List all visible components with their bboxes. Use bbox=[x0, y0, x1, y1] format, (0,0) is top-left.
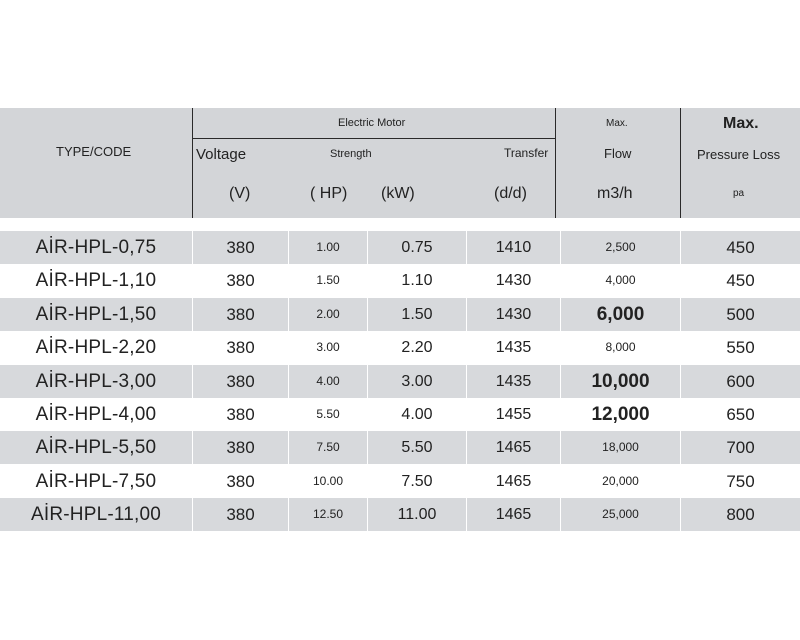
unit-kw: (kW) bbox=[381, 185, 415, 202]
cell-hp: 7.50 bbox=[316, 440, 340, 454]
cell-pressure-loss: 650 bbox=[726, 405, 755, 424]
cell-flow: 18,000 bbox=[602, 440, 639, 454]
cell-hp: 1.00 bbox=[316, 240, 340, 254]
cell-pressure-loss: 800 bbox=[726, 505, 755, 524]
cell-voltage: 380 bbox=[226, 438, 255, 457]
cell-pressure-loss: 750 bbox=[726, 472, 755, 491]
cell-type-code: AİR-HPL-2,20 bbox=[35, 337, 157, 358]
cell-transfer: 1430 bbox=[495, 272, 532, 289]
table-row bbox=[0, 398, 800, 431]
cell-hp: 3.00 bbox=[316, 340, 340, 354]
cell-flow: 2,500 bbox=[605, 240, 636, 254]
cell-type-code: AİR-HPL-3,00 bbox=[35, 371, 157, 392]
unit-transfer: (d/d) bbox=[494, 185, 527, 202]
cell-kw: 1.10 bbox=[401, 272, 433, 289]
table-row bbox=[0, 298, 800, 331]
header-pressure-max: Max. bbox=[723, 115, 759, 132]
header-divider bbox=[555, 108, 556, 218]
cell-type-code: AİR-HPL-7,50 bbox=[35, 471, 157, 492]
table-row bbox=[0, 264, 800, 297]
cell-type-code: AİR-HPL-11,00 bbox=[30, 504, 162, 525]
header-flow: Flow bbox=[604, 146, 632, 161]
cell-pressure-loss: 500 bbox=[726, 305, 755, 324]
header-electric-motor: Electric Motor bbox=[338, 117, 406, 129]
cell-kw: 7.50 bbox=[401, 473, 433, 490]
header-divider bbox=[192, 138, 555, 139]
cell-type-code: AİR-HPL-5,50 bbox=[35, 437, 157, 458]
table-row bbox=[0, 365, 800, 398]
cell-transfer: 1435 bbox=[495, 373, 532, 390]
cell-type-code: AİR-HPL-1,10 bbox=[35, 270, 157, 291]
cell-type-code: AİR-HPL-1,50 bbox=[35, 304, 157, 325]
cell-transfer: 1465 bbox=[495, 439, 532, 456]
header-divider bbox=[680, 108, 681, 218]
cell-voltage: 380 bbox=[226, 372, 255, 391]
header-voltage: Voltage bbox=[196, 146, 247, 163]
cell-kw: 1.50 bbox=[401, 306, 433, 323]
cell-transfer: 1465 bbox=[495, 473, 532, 490]
unit-hp: ( HP) bbox=[310, 185, 348, 202]
cell-pressure-loss: 450 bbox=[726, 271, 755, 290]
cell-voltage: 380 bbox=[226, 405, 255, 424]
header-flow-max: Max. bbox=[606, 118, 628, 129]
cell-pressure-loss: 450 bbox=[726, 238, 755, 257]
header-type-code: TYPE/CODE bbox=[56, 144, 132, 159]
cell-voltage: 380 bbox=[226, 505, 255, 524]
unit-voltage: (V) bbox=[229, 185, 251, 202]
cell-pressure-loss: 550 bbox=[726, 338, 755, 357]
cell-flow: 10,000 bbox=[591, 371, 650, 392]
cell-hp: 2.00 bbox=[316, 307, 340, 321]
cell-hp: 4.00 bbox=[316, 374, 340, 388]
header-pressure-loss: Pressure Loss bbox=[697, 147, 781, 162]
cell-flow: 6,000 bbox=[596, 304, 645, 325]
cell-transfer: 1455 bbox=[495, 406, 532, 423]
cell-voltage: 380 bbox=[226, 305, 255, 324]
cell-flow: 20,000 bbox=[602, 474, 639, 488]
table-row bbox=[0, 331, 800, 364]
unit-flow: m3/h bbox=[597, 185, 633, 202]
cell-transfer: 1465 bbox=[495, 506, 532, 523]
cell-hp: 5.50 bbox=[316, 407, 340, 421]
cell-flow: 12,000 bbox=[591, 404, 650, 425]
table-row bbox=[0, 231, 800, 264]
table-row bbox=[0, 498, 800, 531]
cell-transfer: 1410 bbox=[495, 239, 532, 256]
table-header bbox=[0, 108, 800, 218]
cell-flow: 25,000 bbox=[602, 507, 639, 521]
header-strength: Strength bbox=[330, 148, 372, 160]
cell-kw: 0.75 bbox=[401, 239, 433, 256]
table-row bbox=[0, 465, 800, 498]
cell-voltage: 380 bbox=[226, 472, 255, 491]
cell-pressure-loss: 600 bbox=[726, 372, 755, 391]
cell-voltage: 380 bbox=[226, 238, 255, 257]
cell-kw: 5.50 bbox=[401, 439, 433, 456]
table-row bbox=[0, 431, 800, 464]
cell-type-code: AİR-HPL-0,75 bbox=[35, 237, 157, 258]
cell-flow: 8,000 bbox=[605, 340, 636, 354]
cell-hp: 1.50 bbox=[316, 273, 340, 287]
unit-pressure: pa bbox=[733, 188, 745, 199]
cell-pressure-loss: 700 bbox=[726, 438, 755, 457]
cell-kw: 2.20 bbox=[401, 339, 433, 356]
header-divider bbox=[192, 108, 193, 218]
cell-transfer: 1435 bbox=[495, 339, 532, 356]
header-transfer: Transfer bbox=[504, 146, 549, 160]
cell-transfer: 1430 bbox=[495, 306, 532, 323]
cell-type-code: AİR-HPL-4,00 bbox=[35, 404, 157, 425]
cell-voltage: 380 bbox=[226, 338, 255, 357]
cell-kw: 11.00 bbox=[397, 506, 437, 523]
cell-kw: 4.00 bbox=[401, 406, 433, 423]
cell-hp: 12.50 bbox=[312, 507, 344, 521]
cell-voltage: 380 bbox=[226, 271, 255, 290]
cell-hp: 10.00 bbox=[312, 474, 344, 488]
cell-flow: 4,000 bbox=[605, 273, 636, 287]
cell-kw: 3.00 bbox=[401, 373, 433, 390]
